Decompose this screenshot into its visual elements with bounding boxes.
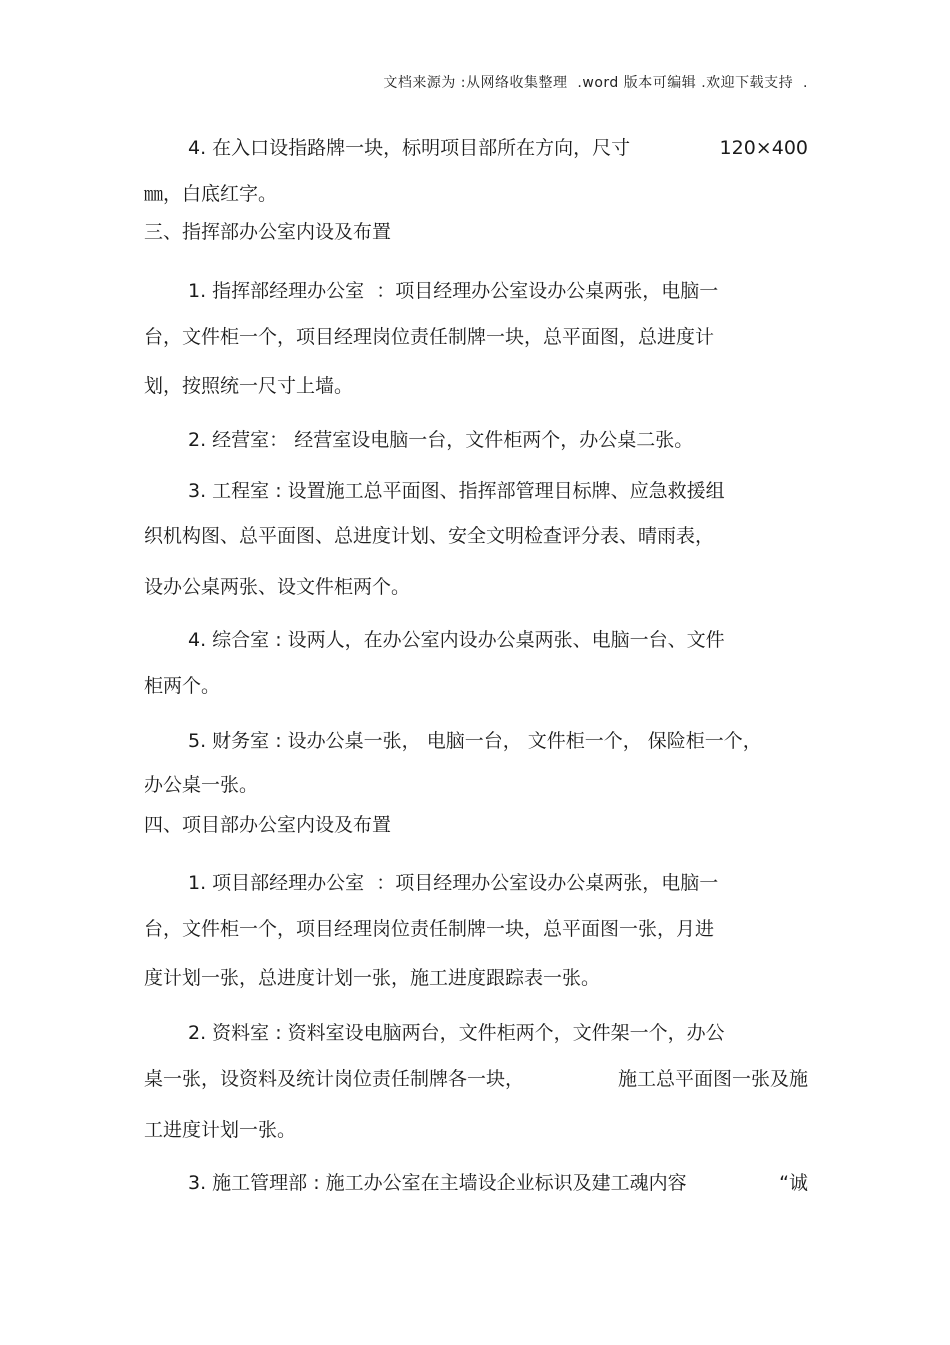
paragraph-line: 织机构图、总平面图、总进度计划、安全文明检查评分表、晴雨表， bbox=[144, 525, 715, 547]
paragraph-line bbox=[188, 1171, 808, 1195]
paragraph-line: 5. 财务室 : 设办公桌一张， 电脑一台， 文件柜一个， 保险柜一个， bbox=[188, 730, 762, 752]
paragraph-line: 2. 经营室： 经营室设电脑一台，文件柜两个，办公桌二张。 bbox=[188, 429, 694, 451]
paragraph-line: 工进度计划一张。 bbox=[144, 1119, 297, 1141]
line-text-dimension: 120×400 bbox=[719, 137, 808, 159]
paragraph-line: 办公桌一张。 bbox=[144, 774, 259, 796]
paragraph-line: 1. 项目部经理办公室 ：项目经理办公室设办公桌两张，电脑一 bbox=[188, 872, 719, 894]
paragraph-line: 台，文件柜一个，项目经理岗位责任制牌一块，总平面图，总进度计 bbox=[144, 326, 715, 348]
paragraph-line: 度计划一张，总进度计划一张，施工进度跟踪表一张。 bbox=[144, 967, 601, 989]
paragraph-line: 4. 综合室 : 设两人，在办公室内设办公桌两张、电脑一台、文件 bbox=[188, 629, 725, 651]
section-heading: 四、项目部办公室内设及布置 bbox=[144, 814, 392, 836]
page-header: 文档来源为 :从网络收集整理 .word 版本可编辑 .欢迎下载支持 . bbox=[383, 75, 808, 91]
line-text-quote: “诚 bbox=[779, 1172, 808, 1194]
paragraph-line: 台，文件柜一个，项目经理岗位责任制牌一块，总平面图一张，月进 bbox=[144, 918, 715, 940]
paragraph-line: 3. 工程室 : 设置施工总平面图、指挥部管理目标牌、应急救援组 bbox=[188, 480, 725, 502]
line-text: 3. 施工管理部 : 施工办公室在主墙设企业标识及建工魂内容 bbox=[188, 1172, 687, 1194]
paragraph-line: 划，按照统一尺寸上墙。 bbox=[144, 375, 354, 397]
paragraph-line bbox=[188, 136, 808, 160]
line-text: 4. 在入口设指路牌一块，标明项目部所在方向，尺寸 bbox=[188, 137, 631, 159]
paragraph-line bbox=[144, 1067, 808, 1091]
paragraph-line: 柜两个。 bbox=[144, 675, 221, 697]
paragraph-line: ㎜，白底红字。 bbox=[144, 183, 278, 205]
section-heading: 三、指挥部办公室内设及布置 bbox=[144, 221, 392, 243]
line-text-continued: 施工总平面图一张及施 bbox=[617, 1068, 808, 1090]
line-text: 桌一张，设资料及统计岗位责任制牌各一块， bbox=[144, 1068, 525, 1090]
paragraph-line: 设办公桌两张、设文件柜两个。 bbox=[144, 576, 411, 598]
paragraph-line: 2. 资料室 : 资料室设电脑两台，文件柜两个，文件架一个，办公 bbox=[188, 1022, 725, 1044]
paragraph-line: 1. 指挥部经理办公室 ：项目经理办公室设办公桌两张，电脑一 bbox=[188, 280, 719, 302]
